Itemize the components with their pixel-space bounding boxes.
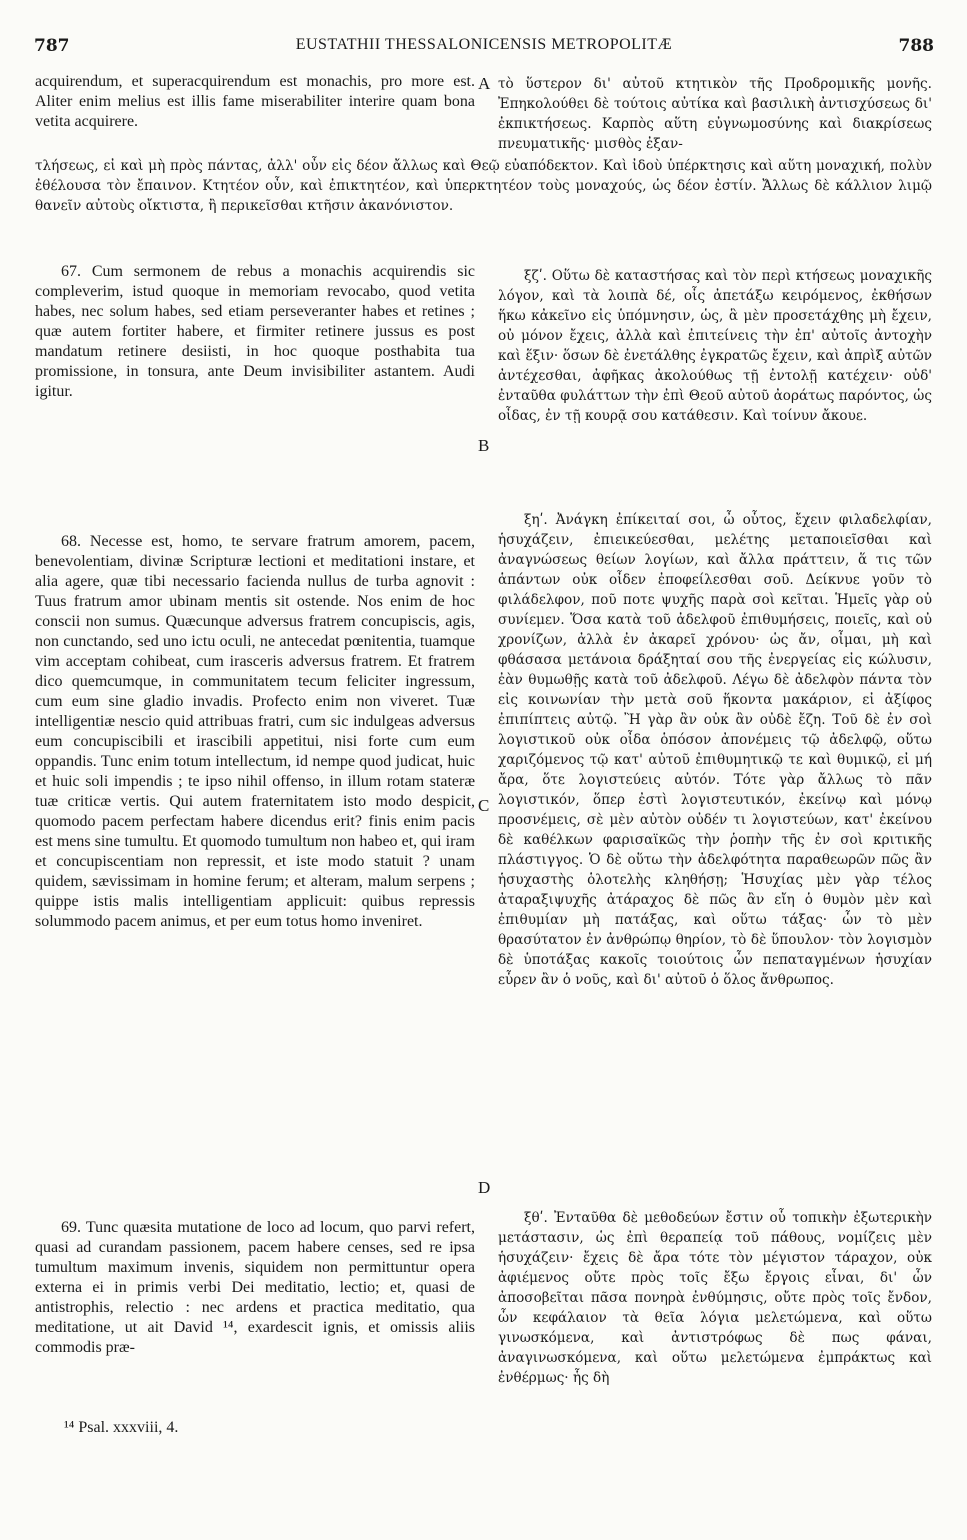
- section-69-greek: ξθʹ. Ἐνταῦθα δὲ μεθοδεύων ἔστιν οὗ τοπικὴν ἐξωτερικὴν μετάστασιν, ὡς ἐπὶ θεραπείᾳ τοῦ πάθους, νομίζεις μὲν ἡσυχάζειν· ἔχεις δὲ ἄρα τότε τὸν μέγιστον τάραχον, οὐκ ἀφιέμενος οὔτε πρὸς τοῖς ἔξω ἔργοις εἶναι, δι' ὧν ἀποσοβεῖται πᾶσα πονηρὰ ἐνθύμησις, οὔτε πρὸς τοῖς ἔνδον, ὧν κεφάλαιον τὰ θεῖα λόγια μελετώμενα, καὶ οὕτω γινωσκόμενα, καὶ ἀντιστρόφως δὲ πως φάναι, ἀναγινωσκόμενα, καὶ οὕτω μελετώμενα ἐμπράκτως καὶ ἐνθέρμως· ἧς δὴ: [498, 1210, 932, 1386]
- running-title: EUSTATHII THESSALONICENSIS METROPOLITÆ: [295, 36, 673, 53]
- page-number-left: 787: [34, 36, 70, 56]
- section-67-latin: 67. Cum sermonem de rebus a monachis acquirendis sic compleverim, istud quoque in memoriam revocabo, quod vetita habes, nec solum habes, sed etiam perseveranter habes et retines ; quæ autem fortiter habere, et firmiter retinere jussus es post mandatum retinere desiisti, in hoc quoque posthabita tua promissione, in tonsura, ante Deum invisibiliter astantem. Audi igitur.: [35, 263, 475, 400]
- running-header: [34, 36, 934, 64]
- margin-letter-d: D: [478, 1178, 491, 1197]
- section-68-latin: 68. Necesse est, homo, te servare fratrum amorem, pacem, benevolentiam, divinæ Scripturæ lectioni et meditationi instare, et alia agere, quæ tibi necessario facienda nullus de turba agnovit : Tuus fratrum amor ubinam mentis sit ostende. Nos enim de hoc conscii non sumus. Quæcunque adversus fratrem concupiscis, agis, non cunctando, sed uno ictu oculi, ne antecedat pœnitentia, tuamque vim acceptam cohibeat, cum irasceris adversus fratrem. Et fratrem dico quemcumque, in communitatem tecum feliciter ingressum, cum eum sine gladio invadis. Profecto enim non viveret. Tuæ intelligentiæ nescio quid attribuas fratri, cum sic indulgeas adversus eum concupiscibili et irascibili appetitui, nisi forte cum eum oppandis. Tunc enim totum intellectum, id nempe quod judicat, huic et huic soli impendis ; te ipso nihil offenso, in illum rotam stateræ tuæ criticæ vertis. Qui autem fraternitatem isto modo despicit, quomodo pacem perfectam habere dicendus erit? finis enim pacis est mens sine tumultu. Et quomodo tumultum non habeo et, qui iram et concupiscentiam non repressit, et iste modo statuit ? unam quidem, sævissimam in homine ferum; et alteram, malum serpens ; quippe istis malis intelligentiam applicuit: quibus repressis solummodo pacem animus, et per eum totus homo inveniret.: [35, 533, 475, 930]
- intro-greek-continuation: τλήσεως, εἰ καὶ μὴ πρὸς πάντας, ἀλλ' οὖν εἰς δέον ἄλλως καὶ Θεῷ εὐαπόδεκτον. Καὶ ἰδοὺ ὑπέρκτησις καὶ αὕτη μοναχική, πολὺν ἐθέλουσα τὸν ἔπαινον. Κτητέον οὖν, καὶ ἐπικτητέον, καὶ ὑπερκτητέον τοὺς μοναχούς, ὡς δέον ἐστίν. Ἄλλως δὲ κάλλιον λιμῷ θανεῖν αὐτοὺς οἴκτιστα, ἢ περικεῖσθαι κτῆσιν ἀκανόνιστον.: [35, 158, 932, 214]
- intro-latin: acquirendum, et superacquirendum est monachis, pro more est. Aliter enim melius est illis fame miserabiliter interire quam bona vetita acquirere.: [35, 73, 475, 130]
- margin-letter-c: C: [478, 796, 490, 815]
- margin-letter-b: B: [478, 436, 490, 455]
- margin-letter-a: A: [478, 74, 491, 93]
- section-69-latin: 69. Tunc quæsita mutatione de loco ad locum, quo parvi refert, quasi ad curandam passionem, pacem habere censes, sed re ipsa tumultum maximum invenis, siquidem non permittuntur opera externa ei in primis verbi Dei meditatio, lectio; et, quasi de antistrophis, relectio : nec ardens et practica meditatio, qua meditatione, ut ait David ¹⁴, exardescit ignis, et omissis aliis commodis præ-: [35, 1219, 475, 1356]
- intro-greek: τὸ ὕστερον δι' αὐτοῦ κτητικὸν τῆς Προδρομικῆς μονῆς. Ἐπηκολούθει δὲ τούτοις αὐτίκα καὶ βασιλικὴ ἀντισχύσεως δι' ἐκπικτήσεως. Καρπὸς αὕτη εὐγνωμοσύνης καὶ διακρίσεως πνευματικῆς· μισθὸς ἐξαν-: [498, 76, 932, 152]
- page-number-right: 788: [898, 36, 934, 56]
- section-68-greek: ξηʹ. Ἀνάγκη ἐπίκειταί σοι, ὦ οὗτος, ἔχειν φιλαδελφίαν, ἡσυχάζειν, ἐπιεικεύεσθαι, μελέτης μεταποιεῖσθαι καὶ ἀναγνώσεως θείων λογίων, καὶ ἄλλα πράττειν, ἅ τις τῶν ἁπάντων οὐκ οἶδεν ἐποφείλεσθαι σοῦ. Δείκνυε γοῦν τὸ φιλάδελφον, ποῦ ποτε ψυχῆς παρὰ σοὶ κεῖται. Ἡμεῖς γὰρ οὐ συνίεμεν. Ὅσα κατὰ τοῦ ἀδελφοῦ ἐπιθυμήσεις, ποιεῖς, καὶ οὐ χρονίζων, ἀλλὰ ἐν ἀκαρεῖ χρόνου· ὡς ἄν, οἶμαι, μὴ καὶ φθάσασα μετάνοια δράξηταί σου τῆς ἐνεργείας εἰς κώλυσιν, ἐὰν θυμωθῇς κατὰ τοῦ ἀδελφοῦ. Λέγω δὲ ἀδελφὸν πάντα τὸν εἰς κοινωνίαν τὴν μετὰ σοῦ ἥκοντα μακάριον, εἰ ἀξίφος ἐπιπίπτεις αὐτῷ. Ἢ γὰρ ἂν οὐκ ἂν οὐδὲ ἔζη. Τοῦ δὲ ἐν σοὶ λογιστικοῦ οὐκ οἶδα ὁπόσον ἀπονέμεις τῷ ἀδελφῷ, οὕτω χαριζόμενος τῷ κατ' αὐτοῦ ἐπιθυμητικῷ τε καὶ θυμικῷ, εἰ μή ἄρα, ὅτε λογιστεύεις αὐτόν. Τότε γὰρ ἄλλως τὸ πᾶν λογιστικόν, ὅπερ ἐστὶ λογιστευτικόν, ἐκείνῳ καὶ μόνῳ προσνέμεις, σὲ μὲν αὐτὸν οὐδέν τι λογιστεύων, κατ' ἐκείνου δὲ καθέλκων φαρισαϊκῶς τὴν ῥοπὴν τῆς ἐν σοὶ κριτικῆς πλάστιγγος. Ὁ δὲ οὕτω τὴν ἀδελφότητα παραθεωρῶν πῶς ἂν ἡσυχαστὴς ὁλοτελὴς κληθήσῃ; Ἡσυχίας μὲν γὰρ τέλος ἀταραξιψυχῆς ἀτάραχος δὲ πῶς ἂν εἴη ὁ θυμὸν μὲν καὶ ἐπιθυμίαν μὴ πατάξας, καὶ οὕτω τάξας· ὧν τὸ μὲν θρασύτατον ἐν ἀνθρώπῳ θηρίον, τὸ δὲ ὕπουλον· τὸν λογισμὸν δὲ ὑποτάξας κακοῖς τοιούτοις ὧν πεπαταγμένων ἡσυχίαν εὗρεν ἂν ὁ νοῦς, καὶ δι' αὐτοῦ ὁ ὅλος ἄνθρωπος.: [498, 512, 932, 988]
- section-67-greek: ξζʹ. Οὕτω δὲ καταστήσας καὶ τὸν περὶ κτήσεως μοναχικῆς λόγον, καὶ τὰ λοιπὰ δέ, οἷς ἀπετάξω κειρόμενος, ἐκθήσων ἥκω κἀκεῖνο εἰς ὑπόμνησιν, ὡς, ἃ μὲν προσετάχθης μὴ ἔχειν, οὐ μόνον ἔχεις, ἀλλὰ καὶ ἐπιτείνεις τὴν ἐπ' αὐτοῖς ἀντοχὴν καὶ ἕξιν· ὅσων δὲ ἐνετάλθης ἐγκρατῶς ἔχειν, καὶ ἀπρὶξ αὐτῶν ἀντέχεσθαι, ἀφῆκας ἀκολούθως τῇ ἐντολῇ κατέχειν· οὐδ' ἐνταῦθα φυλάττων τὴν ἐπὶ Θεοῦ αὐτοῦ ἀοράτως παρόντος, ὡς οἶδας, ἐν τῇ κουρᾷ σου κατάθεσιν. Καὶ τοίνυν ἄκουε.: [498, 268, 932, 424]
- footnote: ¹⁴ Psal. xxxviii, 4.: [64, 1419, 179, 1436]
